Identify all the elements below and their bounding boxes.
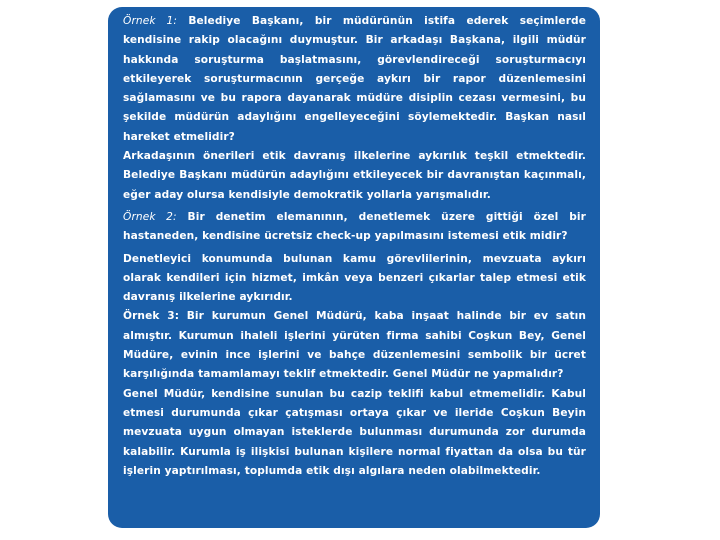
example2-question <box>123 208 586 247</box>
example2-answer: Denetleyici konumunda bulunan kamu görevlilerinin, mevzuata aykırı olarak kendileri için hizmet, imkân veya benzeri çıkarlar talep etmesi etik davranış ilkelerine aykırıdır. <box>123 252 586 304</box>
example1-question-text: Belediye Başkanı, bir müdürünün istifa ederek seçimlerde kendisine rakip olacağını duymuştur. Bir arkadaşı Başkana, ilgili müdür hakkında soruşturma başlatmasını, görevlendireceği soruşturmacıyı etkileyerek soruşturmacının gerçeğe aykırı bir rapor düzenlemesini sağlamasını ve bu rapora dayanarak müdüre disiplin cezası vermesini, bu şekilde müdürün adaylığını engelleyeceğini söylemektedir. Başkan nasıl hareket etmelidir? <box>123 15 586 143</box>
example2-label: Örnek 2: <box>123 210 177 223</box>
example2-question-text: Bir denetim elemanının, denetlemek üzere gittiği özel bir hastaneden, kendisine ücretsiz check-up yapılmasını istemesi etik midir? <box>123 210 586 243</box>
example1-answer: Arkadaşının önerileri etik davranış ilkelerine aykırılık teşkil etmektedir. Belediye Başkanı müdürün adaylığını etkileyecek bir davranıştan kaçınmalı, eğer aday olursa kendisiyle demokratik yollarla yarışmalıdır. <box>123 150 586 201</box>
example3-question: Örnek 3: Bir kurumun Genel Müdürü, kaba inşaat halinde bir ev satın almıştır. Kurumun ihaleli işlerini yürüten firma sahibi Coşkun Bey, Genel Müdüre, evinin ince işlerini ve bahçe düzenlemesini sembolik bir ücret karşılığında tamamlamayı teklif etmektedir. Genel Müdür ne yapmalıdır? <box>123 310 586 381</box>
example1-question <box>123 12 586 147</box>
example1-label: Örnek 1: <box>123 15 178 27</box>
example3-answer: Genel Müdür, kendisine sunulan bu cazip teklifi kabul etmemelidir. Kabul etmesi durumunda çıkar çatışması ortaya çıkar ve ileride Coşkun Beyin mevzuata uygun olmayan isteklerde bulunması durumunda zor durumda kalabilir. Kurumla iş ilişkisi bulunan kişilere normal fiyattan da olsa bu tür işlerin yaptırılması, toplumda etik dışı algılara neden olabilmektedir. <box>123 387 586 477</box>
content-panel <box>108 7 600 528</box>
